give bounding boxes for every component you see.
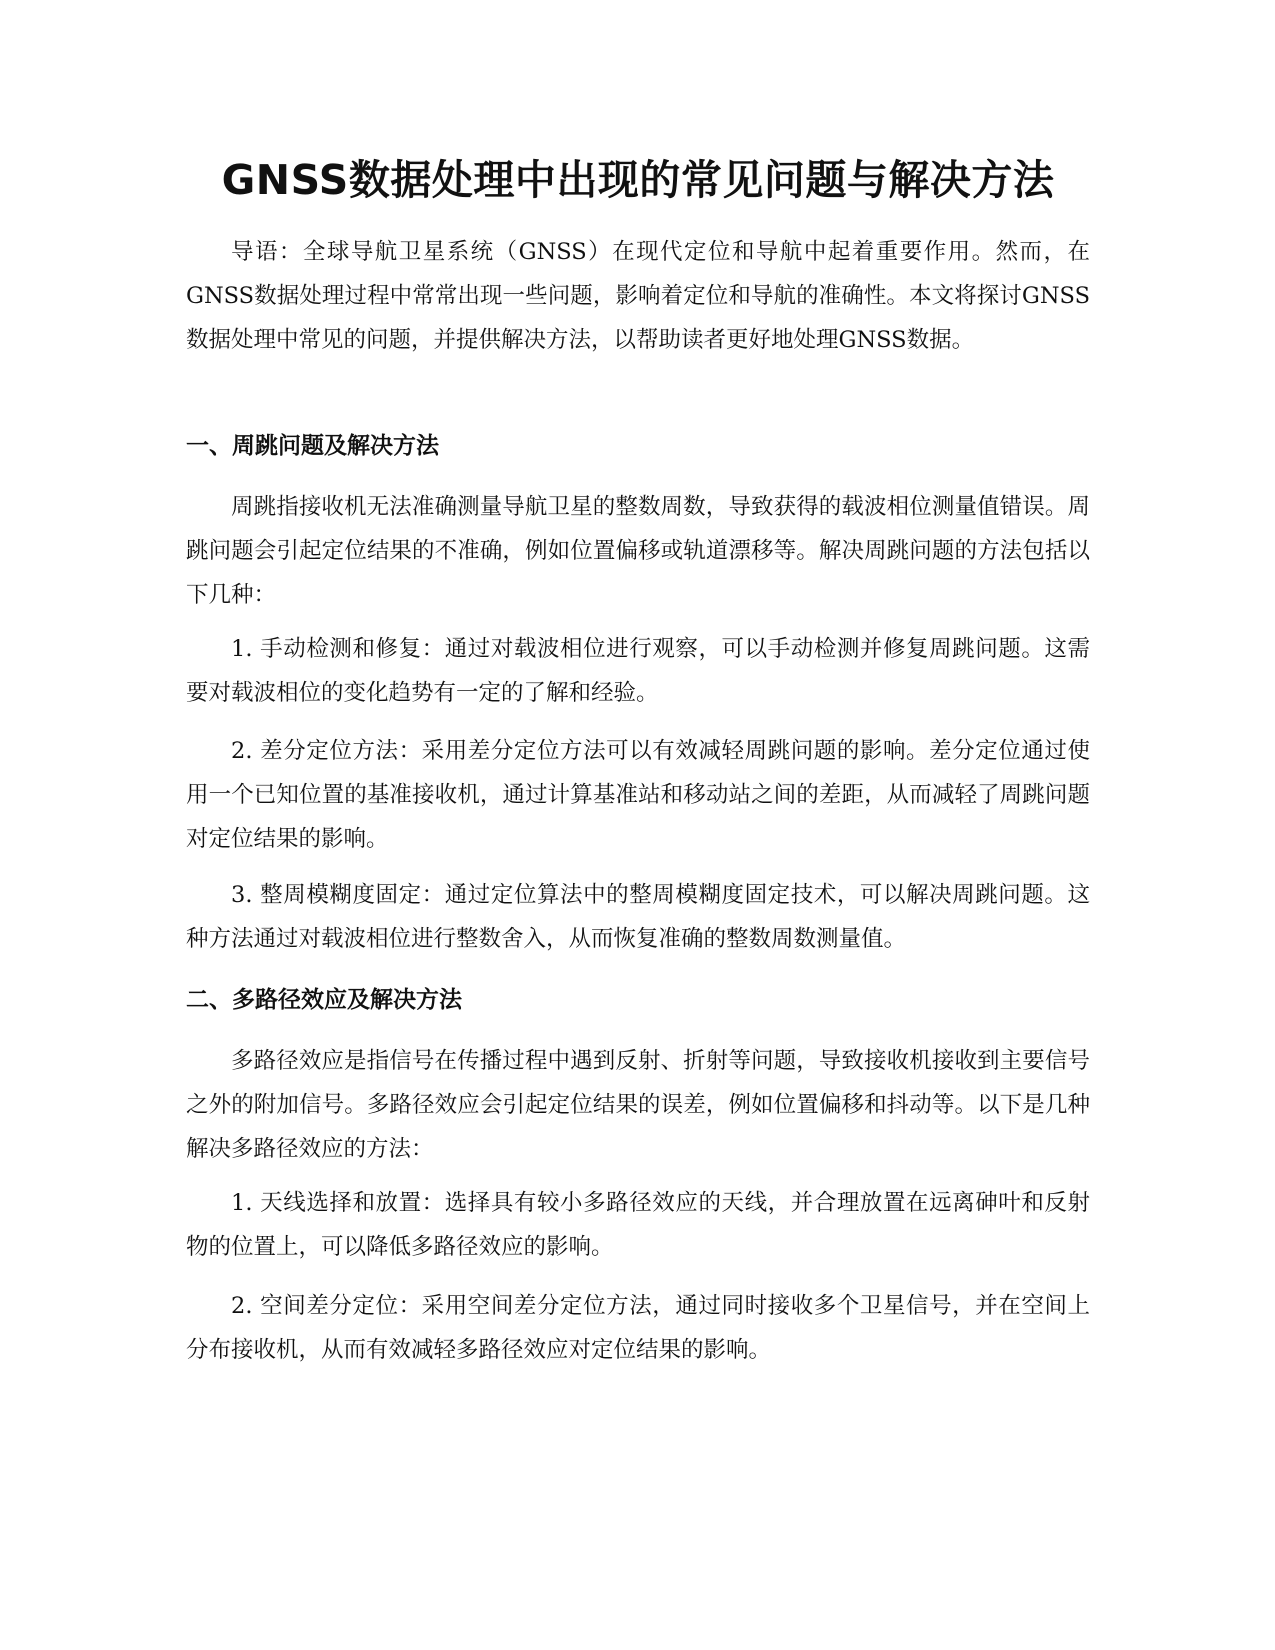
section-2-item-2: 2. 空间差分定位：采用空间差分定位方法，通过同时接收多个卫星信号，并在空间上分布接收机，从而有效减轻多路径效应对定位结果的影响。 [186,1293,1090,1363]
section-1-item-1: 1. 手动检测和修复：通过对载波相位进行观察，可以手动检测并修复周跳问题。这需要对载波相位的变化趋势有一定的了解和经验。 [186,636,1090,706]
intro-paragraph: 导语：全球导航卫星系统（GNSS）在现代定位和导航中起着重要作用。然而，在GNSS数据处理过程中常常出现一些问题，影响着定位和导航的准确性。本文将探讨GNSS数据处理中常见的问题，并提供解决方法，以帮助读者更好地处理GNSS数据。 [186,239,1090,353]
section-1-item-2: 2. 差分定位方法：采用差分定位方法可以有效减轻周跳问题的影响。差分定位通过使用一个已知位置的基准接收机，通过计算基准站和移动站之间的差距，从而减轻了周跳问题对定位结果的影响。 [186,738,1090,852]
document-title: GNSS数据处理中出现的常见问题与解决方法 [221,156,1055,204]
section-2-item-1: 1. 天线选择和放置：选择具有较小多路径效应的天线，并合理放置在远离砷叶和反射物的位置上，可以降低多路径效应的影响。 [186,1190,1090,1260]
section-2-heading: 二、多路径效应及解决方法 [186,987,462,1013]
section-1-item-3: 3. 整周模糊度固定：通过定位算法中的整周模糊度固定技术，可以解决周跳问题。这种方法通过对载波相位进行整数舍入，从而恢复准确的整数周数测量值。 [186,882,1090,952]
section-2-body: 多路径效应是指信号在传播过程中遇到反射、折射等问题，导致接收机接收到主要信号之外的附加信号。多路径效应会引起定位结果的误差，例如位置偏移和抖动等。以下是几种解决多路径效应的方法： [186,1048,1090,1162]
section-1-heading: 一、周跳问题及解决方法 [186,433,439,459]
section-1-body: 周跳指接收机无法准确测量导航卫星的整数周数，导致获得的载波相位测量值错误。周跳问题会引起定位结果的不准确，例如位置偏移或轨道漂移等。解决周跳问题的方法包括以下几种： [186,494,1090,608]
